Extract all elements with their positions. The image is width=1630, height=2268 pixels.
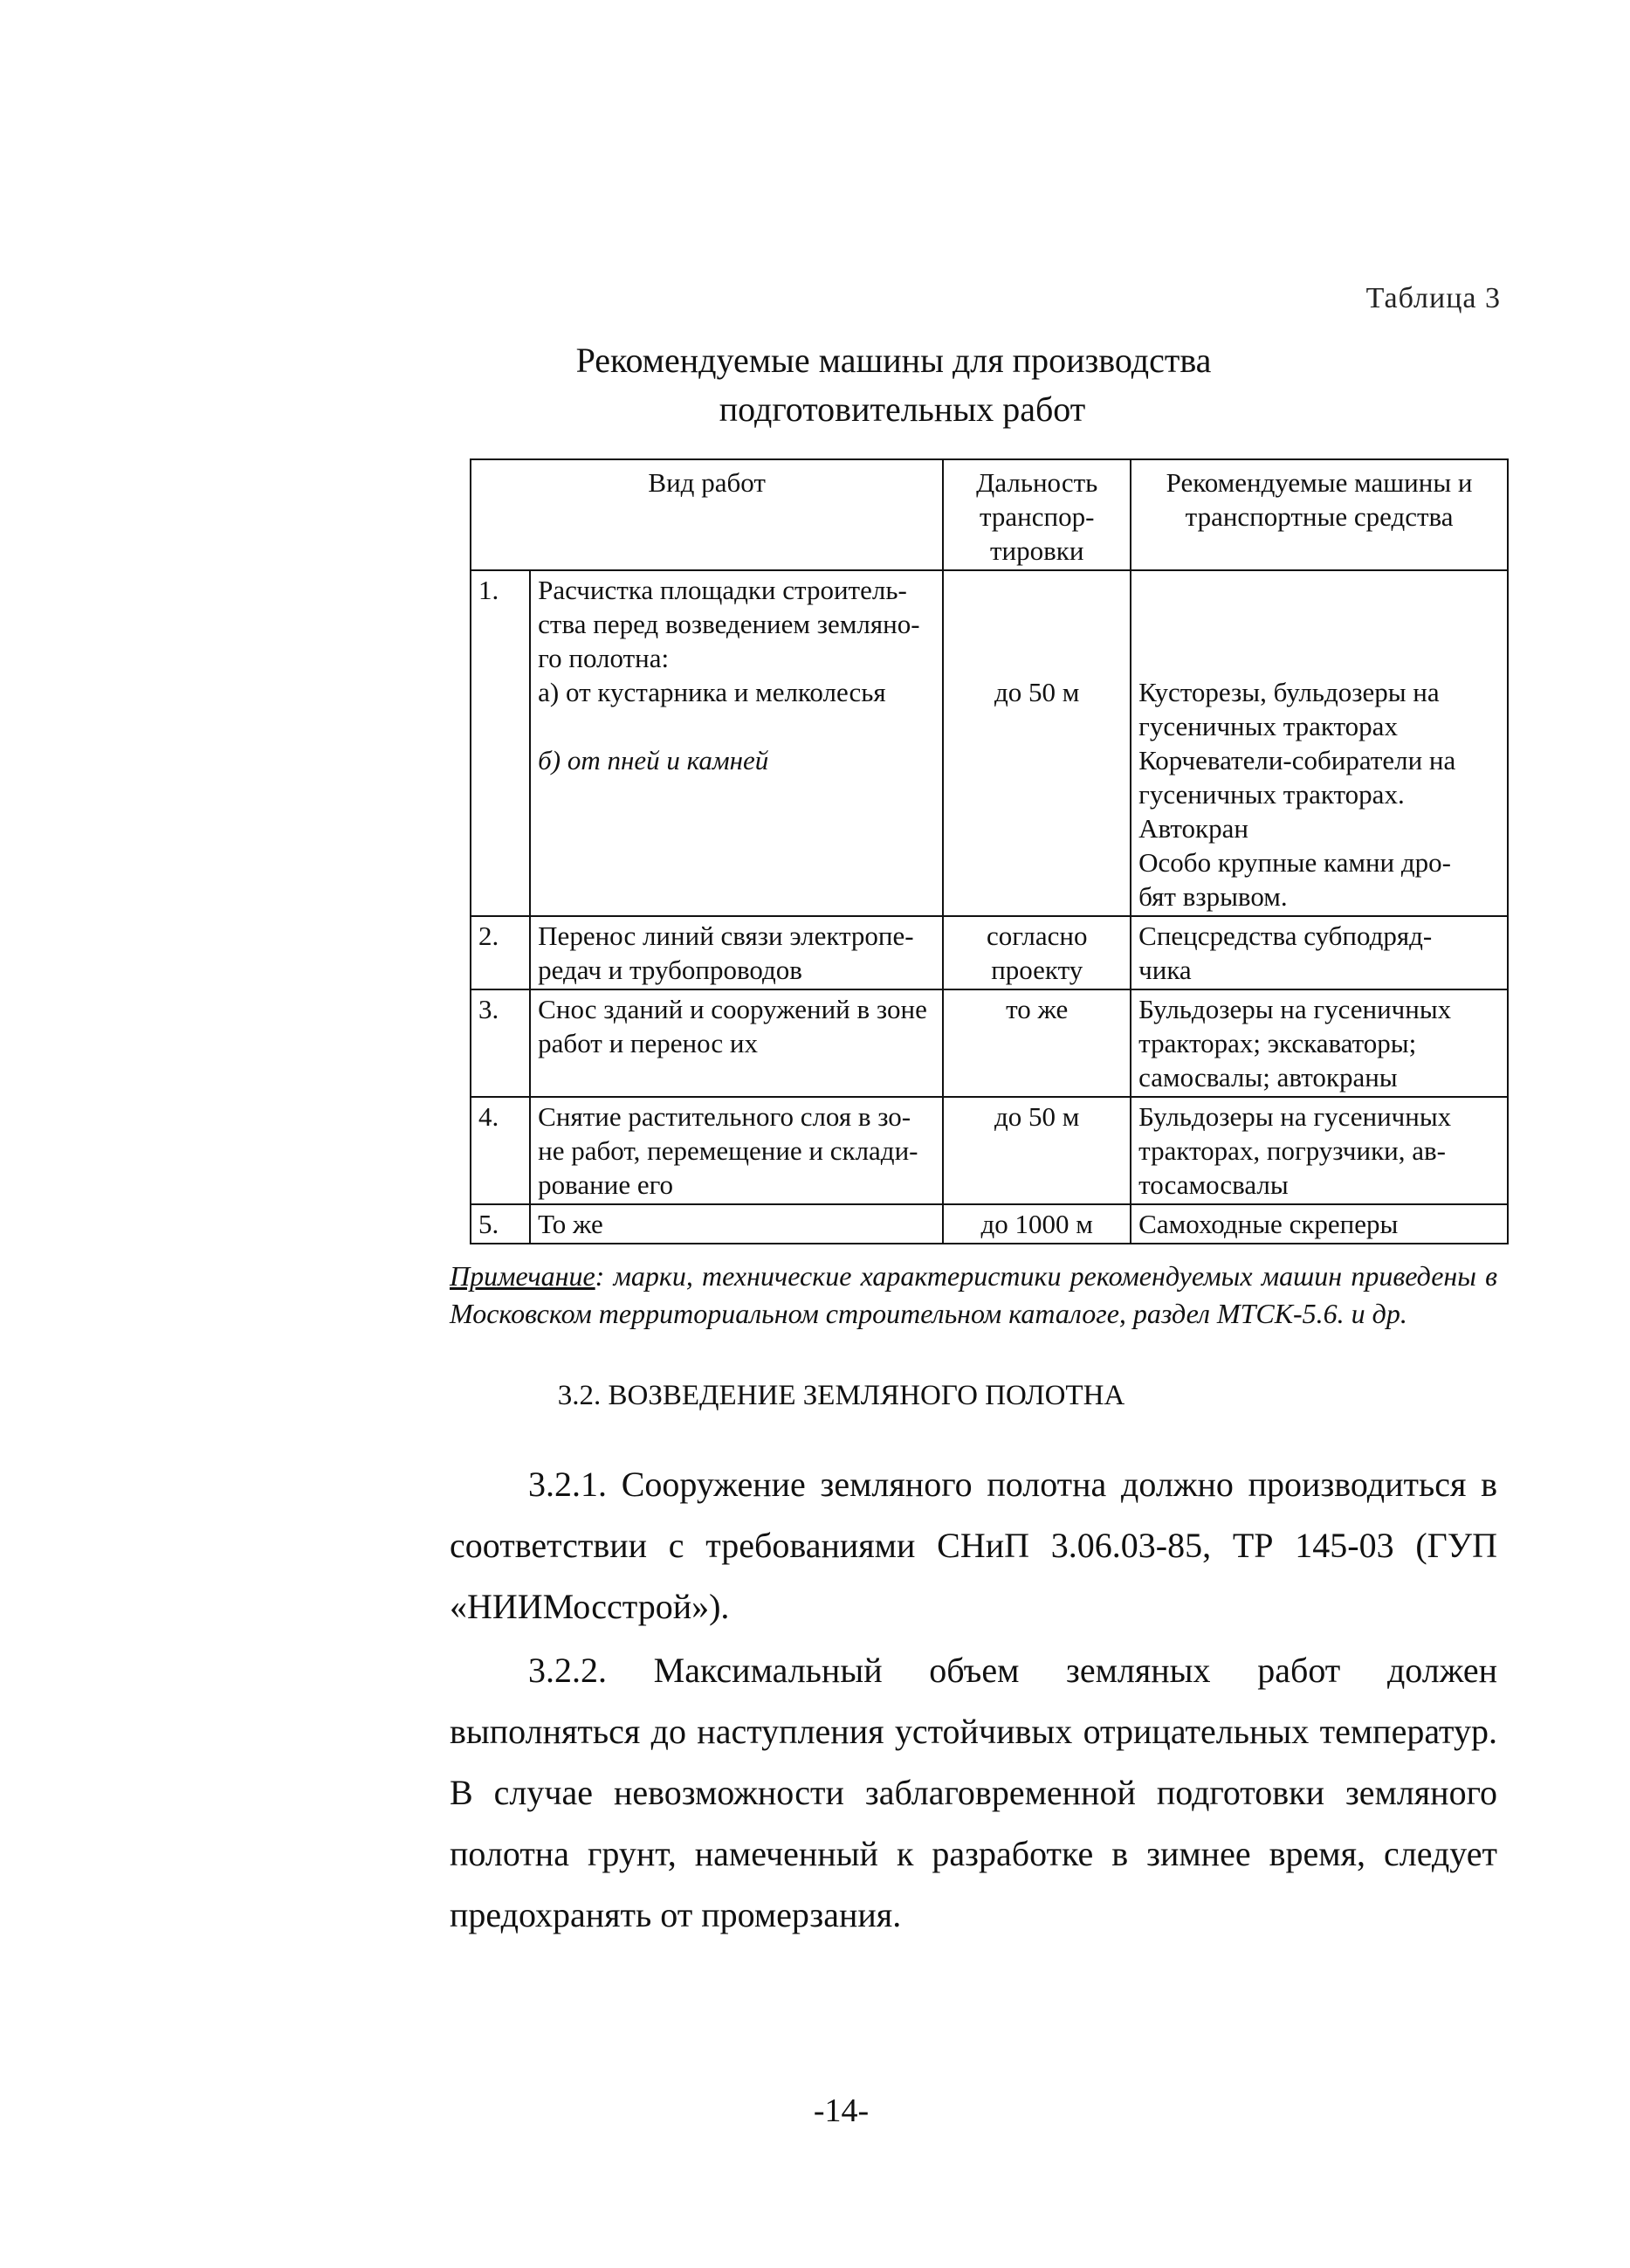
header-distance-line: Дальность — [976, 467, 1098, 498]
table-row — [471, 1097, 1508, 1204]
header-distance-line: тировки — [990, 535, 1084, 566]
header-distance — [943, 459, 1131, 570]
work-line: рование его — [538, 1169, 674, 1200]
row-work — [530, 989, 943, 1097]
spacer — [1138, 607, 1500, 641]
machines-line: тракторах; экскаваторы; — [1138, 1028, 1417, 1058]
machines-line: Спецсредства субподряд- — [1138, 920, 1433, 951]
work-line: го полотна: — [538, 643, 670, 673]
work-line: Снос зданий и сооружений в зоне — [538, 994, 927, 1024]
spacer — [1138, 641, 1500, 675]
spacer — [951, 641, 1123, 675]
work-line: не работ, перемещение и склади- — [538, 1135, 918, 1166]
row-distance — [943, 570, 1131, 916]
row-distance — [943, 1204, 1131, 1244]
work-line: Перенос линий связи электропе- — [538, 920, 914, 951]
row-number: 4. — [471, 1097, 530, 1204]
row-machines — [1131, 1097, 1508, 1204]
row-machines — [1131, 989, 1508, 1097]
note-text: : марки, технические характеристики рекомендуемых машин приведены в Московском территориальном строительном каталоге, раздел МТСК-5.6. и др. — [450, 1260, 1497, 1329]
machines-line: гусеничных тракторах. — [1138, 779, 1405, 810]
table-label: Таблица 3 — [1365, 282, 1501, 314]
table-row — [471, 989, 1508, 1097]
row-machines — [1131, 916, 1508, 989]
distance-value: то же — [1006, 994, 1069, 1024]
machines-line: Бульдозеры на гусеничных — [1138, 1101, 1452, 1132]
header-machines — [1131, 459, 1508, 570]
row-number: 1. — [471, 570, 530, 916]
machines-line: Корчеватели-собиратели на — [1138, 745, 1456, 776]
row-number: 5. — [471, 1204, 530, 1244]
work-line: редач и трубопроводов — [538, 955, 802, 985]
header-machines-line: транспортные средства — [1185, 501, 1454, 532]
machines-line: Самоходные скреперы — [1138, 1209, 1399, 1239]
paragraph-text: 3.2.2. Максимальный объем земляных работ должен выполняться до наступления устойчивых отрицательных температур. В случае невозможности заблаговременной подготовки земляного полотна грунт, намеченный к разработке в зимнее время, следует предохранять от промерзания. — [450, 1651, 1497, 1934]
header-distance-line: транспор- — [980, 501, 1095, 532]
work-line: Расчистка площадки строитель- — [538, 575, 907, 605]
header-machines-line: Рекомендуемые машины и — [1166, 467, 1473, 498]
distance-line: проекту — [991, 955, 1083, 985]
table-caption — [0, 336, 1630, 434]
row-distance — [943, 1097, 1131, 1204]
work-line: б) от пней и камней — [538, 745, 769, 776]
row-machines — [1131, 570, 1508, 916]
paragraph-text: 3.2.1. Сооружение земляного полотна должно производиться в соответствии с требованиями СНиП 3.06.03-85, ТР 145-03 (ГУП «НИИМосстрой»). — [450, 1465, 1497, 1626]
table-note — [450, 1258, 1497, 1333]
work-line: работ и перенос их — [538, 1028, 759, 1058]
spacer — [951, 573, 1123, 607]
header-work-text: Вид работ — [648, 467, 766, 498]
machines-table — [470, 458, 1509, 1244]
row-work — [530, 1097, 943, 1204]
machines-line: Бульдозеры на гусеничных — [1138, 994, 1452, 1024]
caption-line-1: Рекомендуемые машины для производства — [575, 341, 1212, 380]
header-work — [471, 459, 943, 570]
machines-line: Особо крупные камни дро- — [1138, 847, 1451, 878]
table-row — [471, 916, 1508, 989]
caption-line-2: подготовительных работ — [719, 389, 1086, 429]
row-distance — [943, 916, 1131, 989]
row-work — [530, 570, 943, 916]
row-distance — [943, 989, 1131, 1097]
paragraph — [450, 1454, 1497, 1637]
work-line: То же — [538, 1209, 603, 1239]
table-header-row — [471, 459, 1508, 570]
machines-line: Автокран — [1138, 813, 1248, 844]
work-line: ства перед возведением земляно- — [538, 609, 920, 639]
spacer — [951, 607, 1123, 641]
spacer — [538, 709, 935, 743]
machines-line: тракторах, погрузчики, ав- — [1138, 1135, 1446, 1166]
section-title: 3.2. ВОЗВЕДЕНИЕ ЗЕМЛЯНОГО ПОЛОТНА — [557, 1380, 1125, 1411]
work-line: а) от кустарника и мелколесья — [538, 677, 886, 707]
distance-value: до 50 м — [994, 1101, 1080, 1132]
row-machines — [1131, 1204, 1508, 1244]
machines-line: самосвалы; автокраны — [1138, 1062, 1398, 1093]
paragraph — [450, 1640, 1497, 1946]
machines-line: чика — [1138, 955, 1192, 985]
row-work — [530, 1204, 943, 1244]
machines-line: тосамосвалы — [1138, 1169, 1289, 1200]
machines-line: гусеничных тракторах — [1138, 711, 1398, 741]
spacer — [1138, 573, 1500, 607]
table-row — [471, 1204, 1508, 1244]
row-work — [530, 916, 943, 989]
note-label: Примечание — [450, 1260, 595, 1292]
distance-value: до 50 м — [994, 677, 1080, 707]
machines-line: Кусторезы, бульдозеры на — [1138, 677, 1440, 707]
machines-line: бят взрывом. — [1138, 881, 1288, 912]
page-number: -14- — [813, 2092, 870, 2129]
work-line: Снятие растительного слоя в зо- — [538, 1101, 911, 1132]
row-number: 3. — [471, 989, 530, 1097]
distance-line: согласно — [986, 920, 1088, 951]
row-number: 2. — [471, 916, 530, 989]
table-row — [471, 570, 1508, 916]
distance-value: до 1000 м — [980, 1209, 1093, 1239]
